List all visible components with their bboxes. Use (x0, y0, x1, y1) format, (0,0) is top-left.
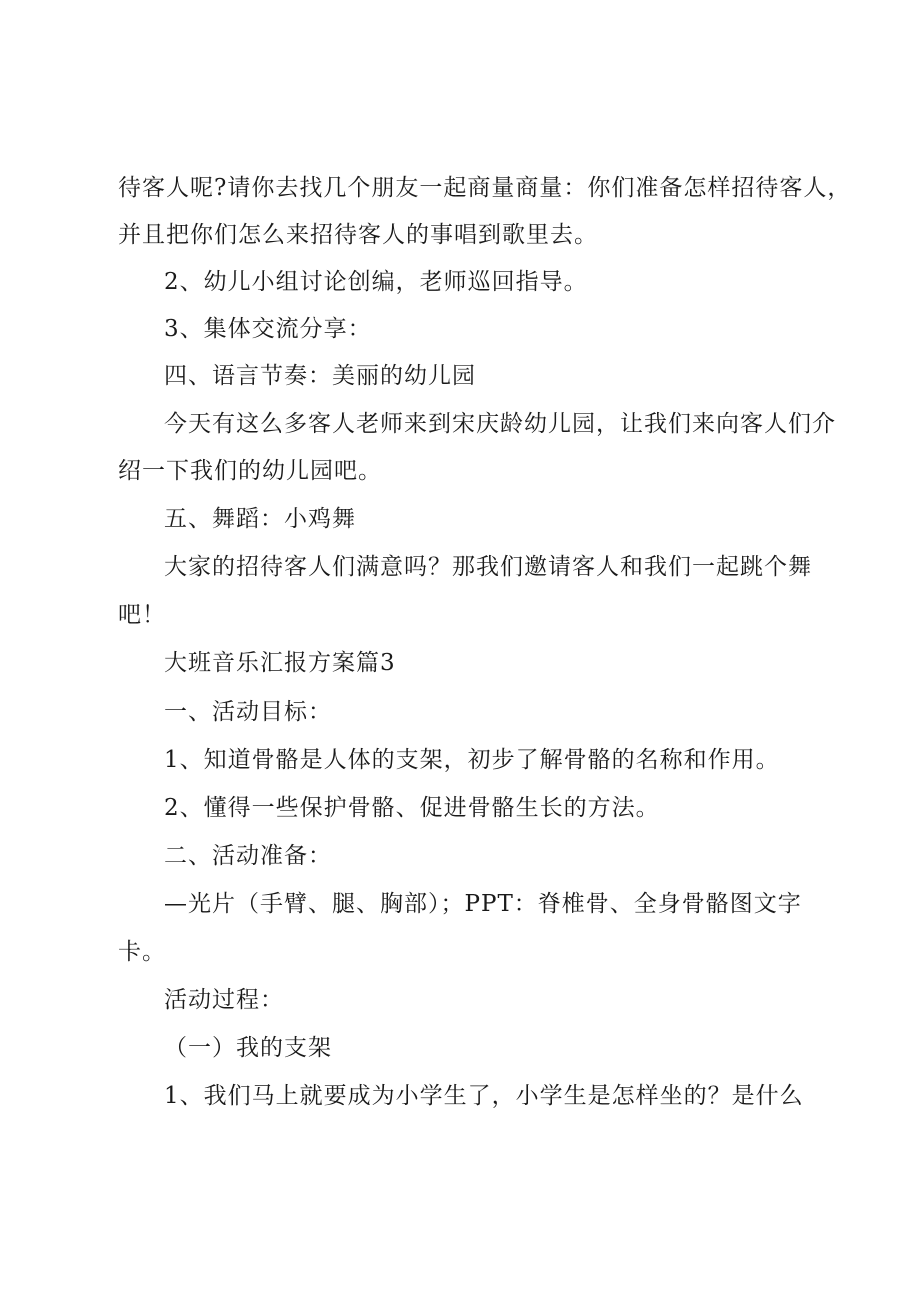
subsection-heading: （一）我的支架 (164, 1035, 332, 1061)
text-line: 并且把你们怎么来招待客人的事唱到歌里去。 (118, 222, 598, 248)
section-heading: 二、活动准备： (164, 843, 332, 869)
document-title: 大班音乐汇报方案篇3 (164, 650, 396, 676)
text-line: 大家的招待客人们满意吗？那我们邀请客人和我们一起跳个舞 (164, 554, 812, 580)
text-line: 卡。 (118, 939, 166, 965)
text-line: 1、知道骨骼是人体的支架，初步了解骨骼的名称和作用。 (164, 747, 780, 773)
section-heading: 活动过程： (164, 987, 284, 1013)
section-heading: 五、舞蹈：小鸡舞 (164, 506, 356, 532)
text-line: 绍一下我们的幼儿园吧。 (118, 458, 382, 484)
text-line: 3、集体交流分享： (164, 316, 372, 342)
text-line: 今天有这么多客人老师来到宋庆龄幼儿园，让我们来向客人们介 (164, 411, 836, 437)
text-line: 1、我们马上就要成为小学生了，小学生是怎样坐的？是什么 (164, 1083, 804, 1109)
section-heading: 一、活动目标： (164, 699, 332, 725)
text-line: 吧！ (118, 602, 166, 628)
text-line: 2、懂得一些保护骨骼、促进骨骼生长的方法。 (164, 795, 660, 821)
text-line: 2、幼儿小组讨论创编，老师巡回指导。 (164, 269, 588, 295)
text-line: —光片（手臂、腿、胸部）；PPT：脊椎骨、全身骨骼图文字 (164, 891, 802, 917)
text-line: 待客人呢?请你去找几个朋友一起商量商量：你们准备怎样招待客人， (118, 175, 852, 201)
section-heading: 四、语言节奏：美丽的幼儿园 (164, 363, 476, 389)
